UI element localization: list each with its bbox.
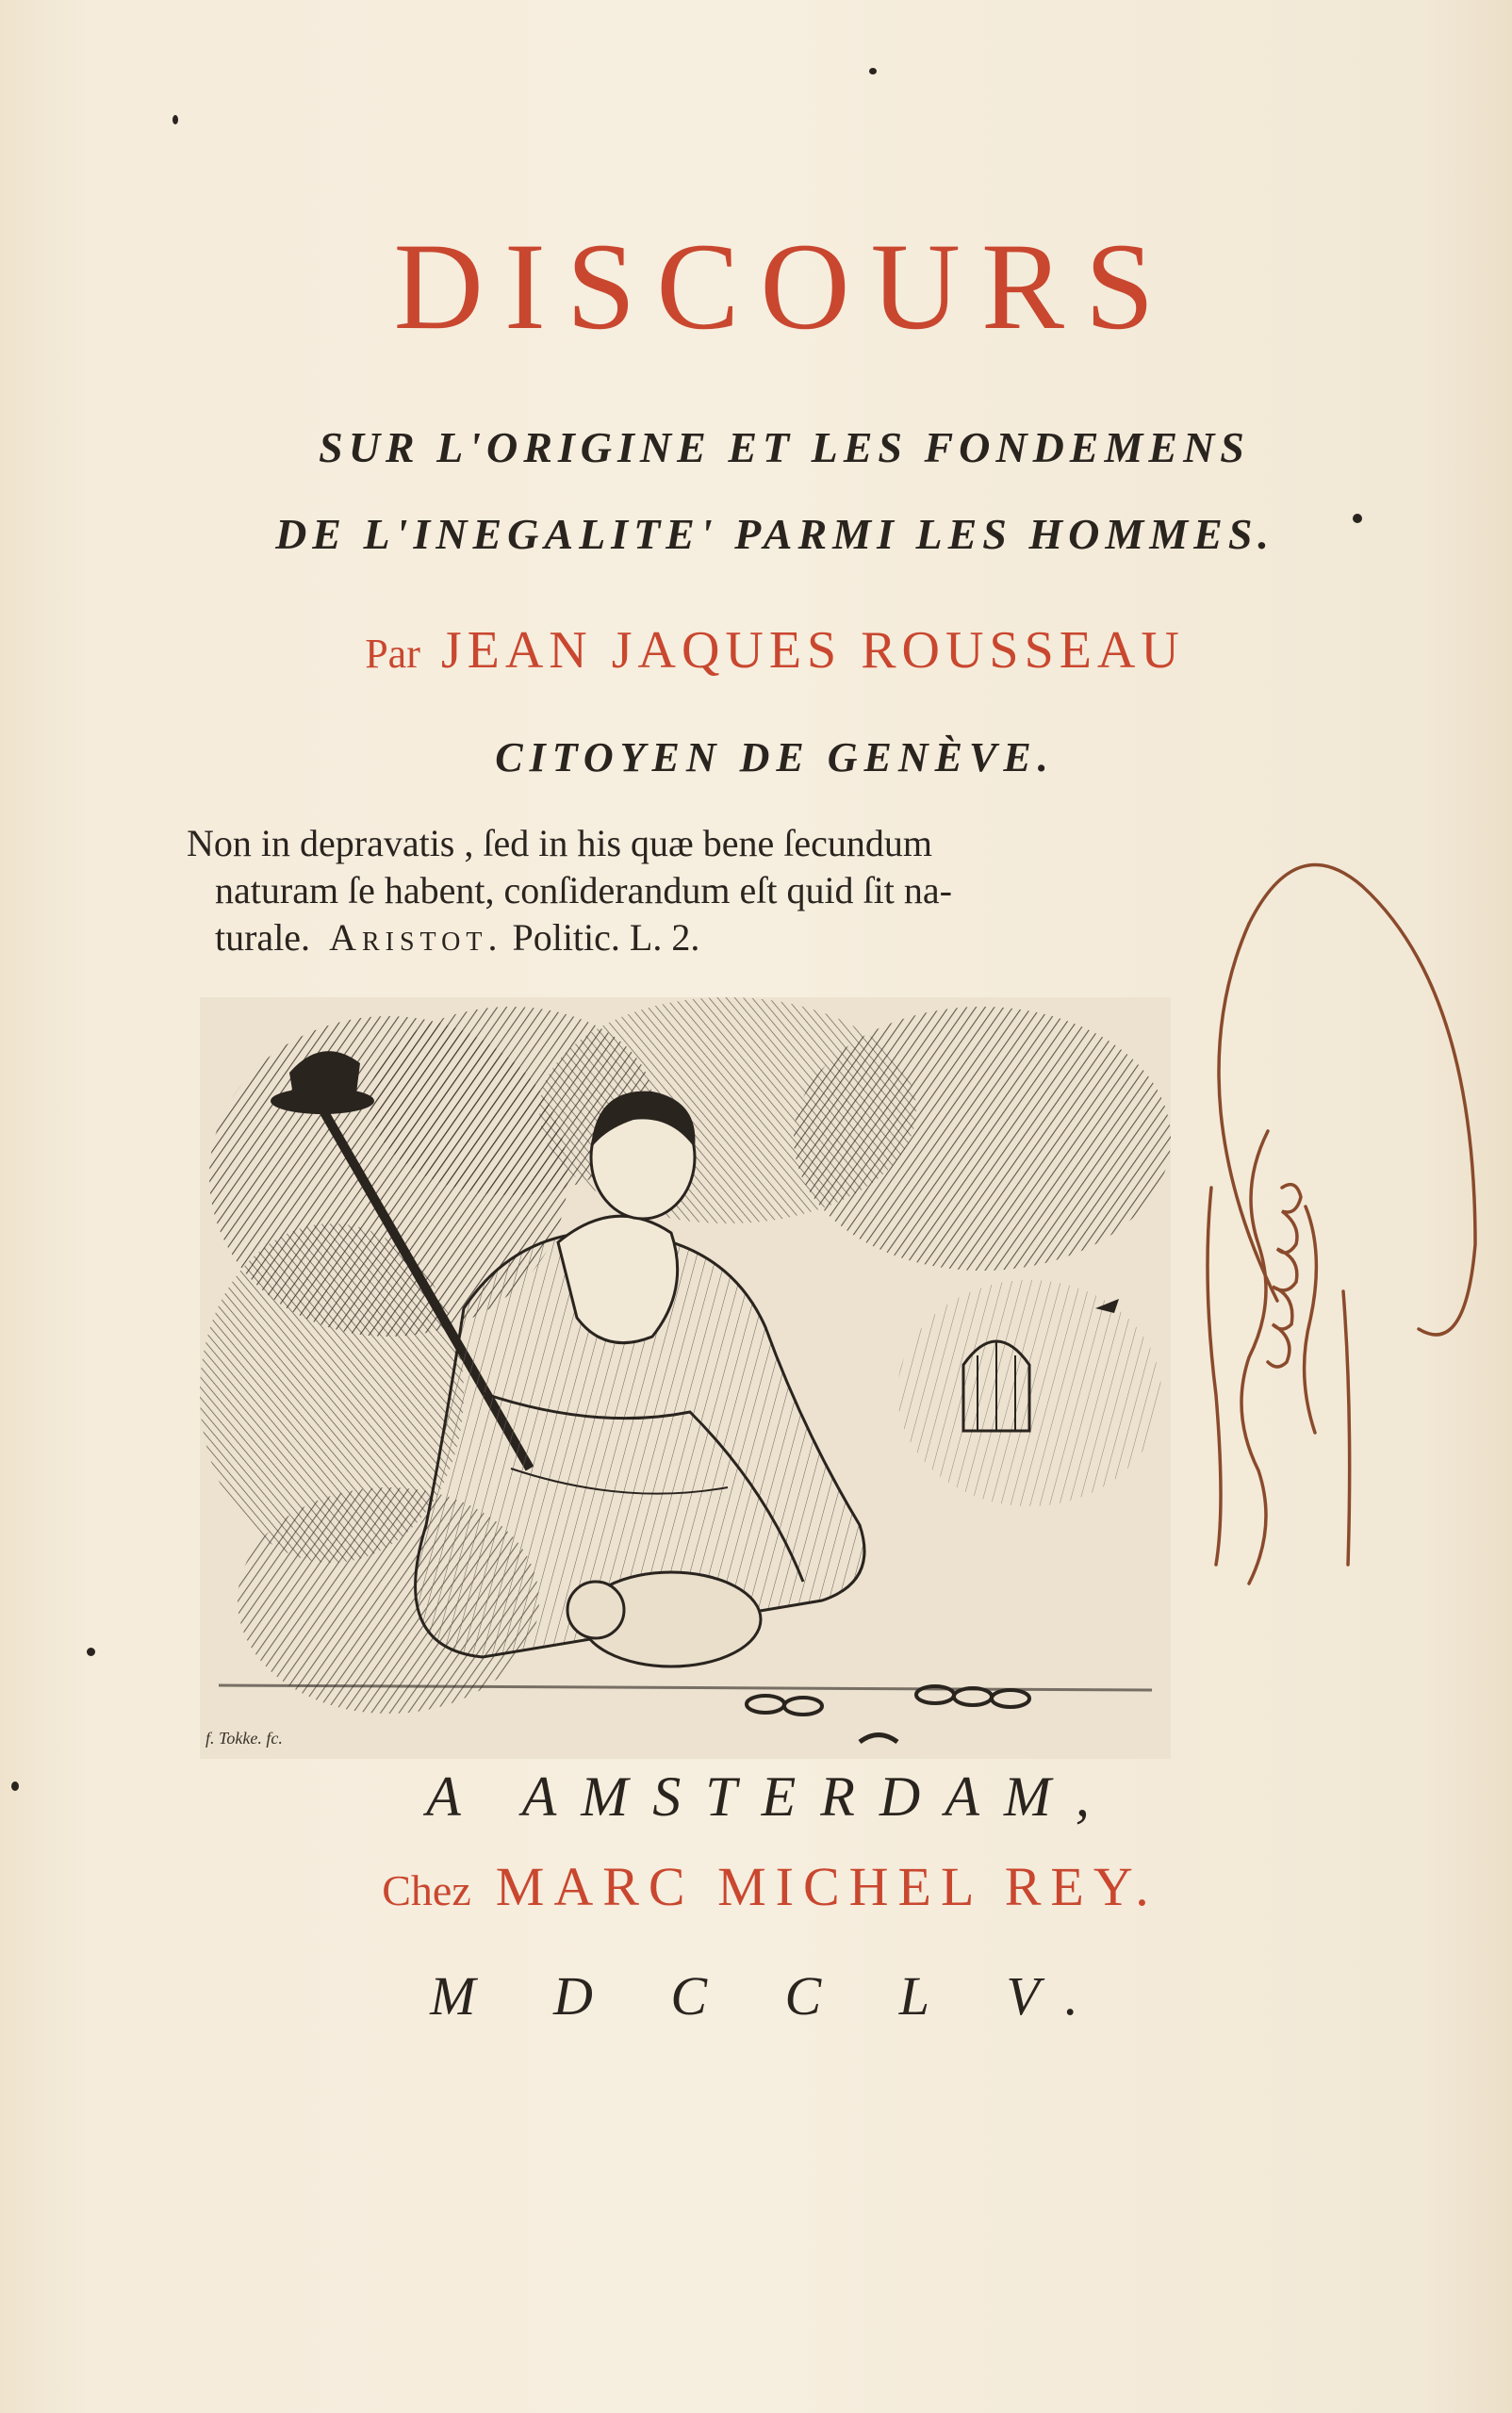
epigraph-line-2: naturam ſe habent, conſiderandum eſt quid ſit na- [215,869,952,911]
subtitle-line-2: DE L'INEGALITE' PARMI LES HOMMES. [275,510,1274,558]
imprint-place: A AMSTERDAM, [426,1765,1114,1828]
epigraph-line-3 [187,914,1205,961]
handwritten-signature [1192,848,1512,1885]
subtitle-line-1: SUR L'ORIGINE ET LES FONDEMENS [319,423,1250,471]
publisher-name: MARC MICHEL REY. [495,1856,1159,1917]
ink-speck [87,1648,95,1656]
engraver-credit: f. Tokke. fc. [205,1729,283,1748]
epigraph-line-1: Non in depravatis , ſed in his quæ bene ſecundum [187,822,932,864]
ink-speck [173,115,178,124]
author-prefix: Par [365,631,420,677]
frontispiece-engraving [200,997,1171,1759]
epigraph-source: Politic. L. 2. [512,916,700,959]
author-line [0,620,1512,681]
epigraph-author: Aristot. [329,916,503,959]
publisher-prefix: Chez [382,1866,471,1914]
author-title: CITOYEN DE GENÈVE. [495,734,1055,780]
epigraph [187,820,1205,961]
book-title: DISCOURS [393,217,1175,355]
author-name: JEAN JAQUES ROUSSEAU [440,621,1185,680]
ink-speck [869,68,877,74]
imprint-date: M D C C L V. [430,1965,1110,2027]
epigraph-text: turale. [215,916,311,959]
